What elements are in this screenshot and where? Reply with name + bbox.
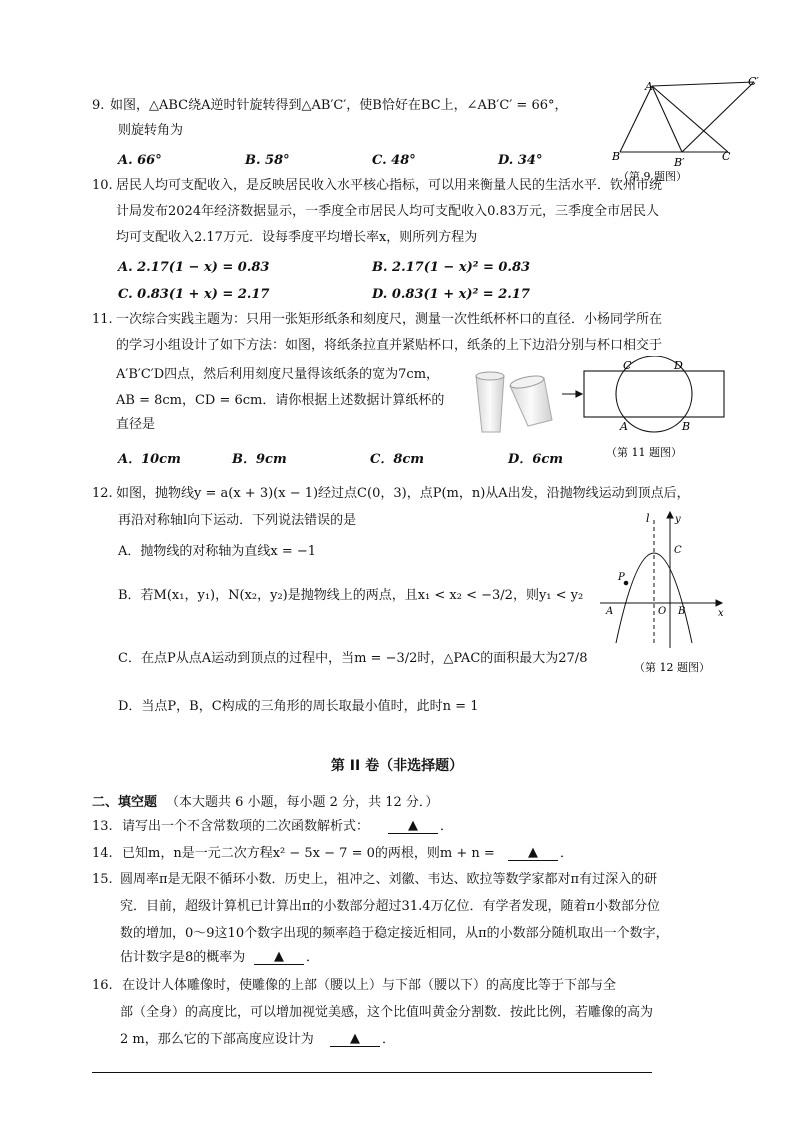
q15-stem-line1: 圆周率π是无限不循环小数．历史上，祖冲之、刘徽、韦达、欧拉等数学家都对π有过深入的研 bbox=[120, 872, 658, 887]
q12-figure bbox=[596, 508, 736, 676]
q11-stem-line4: AB = 8cm，CD = 6cm．请你根据上述数据计算纸杯的 bbox=[116, 393, 445, 408]
q12-fig-label-x: x bbox=[718, 608, 724, 619]
q11-option-b[interactable]: B．9cm bbox=[232, 452, 287, 467]
part2-title: 第 II 卷（非选择题） bbox=[330, 758, 464, 774]
q13-number: 13. bbox=[92, 819, 113, 834]
q12-fig-label-a: A bbox=[606, 606, 614, 617]
q12-option-a[interactable]: A．抛物线的对称轴为直线x = −1 bbox=[118, 544, 317, 559]
q12-option-c[interactable]: C．在点P从点A运动到顶点的过程中，当m = −3/2时，△PAC的面积最大为27/8 bbox=[118, 651, 588, 666]
q14-number: 14. bbox=[92, 846, 113, 861]
q16-stem-line3: 2 m，那么它的下部高度应设计为 bbox=[120, 1032, 314, 1047]
q16-stem-line2: 部（全身）的高度比，可以增加视觉美感，这个比值叫黄金分割数．按此比例，若雕像的高为 bbox=[120, 1005, 654, 1020]
q15-number: 15. bbox=[92, 872, 113, 887]
q10-stem-line1: 居民人均可支配收入，是反映居民收入水平核心指标，可以用来衡量人民的生活水平．钦州市统 bbox=[116, 178, 663, 193]
q12-fig-label-y: y bbox=[675, 514, 681, 525]
q10-option-d[interactable]: D. 0.83(1 + x)² = 2.17 bbox=[372, 287, 530, 302]
q9-fig-label-b: B bbox=[612, 150, 621, 163]
q14-answer-blank[interactable]: ▲ bbox=[508, 845, 558, 861]
q11-stem-line5: 直径是 bbox=[116, 417, 156, 432]
q11-fig-label-b: B bbox=[682, 420, 691, 433]
q10-option-a[interactable]: A. 2.17(1 − x) = 0.83 bbox=[118, 260, 270, 275]
q13-text: 请写出一个不含常数项的二次函数解析式： bbox=[122, 819, 370, 834]
fill-in-note: （本大题共 6 小题，每小题 2 分，共 12 分．） bbox=[166, 795, 439, 810]
q11-option-c[interactable]: C．8cm bbox=[370, 452, 425, 467]
fill-in-heading: 二、填空题 bbox=[92, 795, 158, 810]
q12-option-b[interactable]: B．若M(x₁，y₁)，N(x₂，y₂)是抛物线上的两点，且x₁ < x₂ < −3/2，则y₁ < y₂ bbox=[118, 588, 584, 603]
q9-fig-caption: （第 9 题图） bbox=[618, 170, 687, 183]
q12-stem-line2: 再沿对称轴l向下运动．下列说法错误的是 bbox=[118, 513, 357, 528]
q10-option-b[interactable]: B. 2.17(1 − x)² = 0.83 bbox=[372, 260, 531, 275]
q16-end: ． bbox=[382, 1032, 396, 1047]
q9-option-c[interactable]: C. 48° bbox=[372, 153, 416, 168]
q10-option-c[interactable]: C. 0.83(1 + x) = 2.17 bbox=[118, 287, 270, 302]
q16-number: 16. bbox=[92, 978, 113, 993]
q12-stem-line1: 如图，抛物线y = a(x + 3)(x − 1)经过点C(0，3)，点P(m，n)从A出发，沿抛物线运动到顶点后， bbox=[116, 486, 690, 501]
q15-stem-line2: 究．目前，超级计算机已计算出π的小数部分超过31.4万亿位．有学者发现，随着π小数部分位 bbox=[120, 899, 661, 914]
q9-stem-line1: 如图，△ABC绕A逆时针旋转得到△AB′C′，使B恰好在BC上，∠AB′C′ = 66°， bbox=[110, 98, 568, 113]
q9-fig-label-cprime: C′ bbox=[748, 76, 759, 88]
q9-option-a[interactable]: A. 66° bbox=[118, 153, 162, 168]
q10-stem-line2: 计局发布2024年经济数据显示，一季度全市居民人均可支配收入0.83万元，三季度全市居民人 bbox=[116, 204, 660, 219]
q12-fig-label-p: P bbox=[618, 572, 625, 583]
q11-fig-label-d: D bbox=[674, 359, 683, 372]
q11-fig-label-a: A bbox=[620, 420, 628, 433]
q15-stem-line4: 估计数字是8的概率为 bbox=[120, 950, 246, 965]
q12-fig-caption: （第 12 题图） bbox=[634, 661, 710, 674]
q9-fig-label-c: C bbox=[722, 150, 731, 163]
q11-stem-line3: A′B′C′D四点，然后利用刻度尺量得该纸条的宽为7cm， bbox=[116, 367, 440, 382]
q11-option-d[interactable]: D．6cm bbox=[508, 452, 563, 467]
q10-stem-line3: 均可支配收入2.17万元．设每季度平均增长率x，则所列方程为 bbox=[116, 230, 478, 245]
q11-number: 11. bbox=[92, 312, 113, 327]
q11-stem-line1: 一次综合实践主题为：只用一张矩形纸条和刻度尺，测量一次性纸杯杯口的直径．小杨同学所在 bbox=[116, 312, 663, 327]
q15-end: ． bbox=[306, 950, 320, 965]
q13-answer-blank[interactable]: ▲ bbox=[388, 818, 438, 834]
q12-number: 12. bbox=[92, 486, 113, 501]
q16-answer-blank[interactable]: ▲ bbox=[330, 1031, 380, 1047]
q9-option-d[interactable]: D. 34° bbox=[498, 153, 543, 168]
paper-cups-photo bbox=[470, 364, 562, 438]
q12-fig-label-c: C bbox=[674, 545, 682, 556]
q12-fig-label-b: B bbox=[678, 606, 686, 617]
q13-end: ． bbox=[440, 819, 454, 834]
q12-fig-label-l: l bbox=[646, 512, 650, 525]
q11-stem-line2: 的学习小组设计了如下方法：如图，将纸条拉直并紧贴杯口，纸条的上下边沿分别与杯口相交于 bbox=[116, 338, 663, 353]
q9-fig-label-a: A bbox=[645, 80, 653, 93]
q15-answer-blank[interactable]: ▲ bbox=[254, 949, 304, 965]
q11-option-a[interactable]: A．10cm bbox=[118, 452, 181, 467]
q12-option-d[interactable]: D．当点P，B，C构成的三角形的周长取最小值时，此时n = 1 bbox=[118, 699, 479, 714]
q9-stem-line2: 则旋转角为 bbox=[118, 123, 184, 138]
q11-figure bbox=[562, 356, 732, 466]
q14-text: 已知m，n是一元二次方程x² − 5x − 7 = 0的两根，则m + n = bbox=[122, 846, 495, 861]
q9-option-b[interactable]: B. 58° bbox=[245, 153, 290, 168]
q9-figure bbox=[608, 76, 768, 184]
q16-stem-line1: 在设计人体雕像时，使雕像的上部（腰以上）与下部（腰以下）的高度比等于下部与全 bbox=[122, 978, 617, 993]
q9-number: 9. bbox=[92, 98, 105, 113]
q11-fig-caption: （第 11 题图） bbox=[606, 446, 682, 459]
q9-fig-label-bprime: B′ bbox=[674, 156, 685, 169]
q14-end: ． bbox=[560, 846, 574, 861]
q12-fig-label-o: O bbox=[658, 606, 667, 617]
q10-number: 10. bbox=[92, 178, 113, 193]
q11-fig-label-c: C bbox=[623, 359, 632, 372]
bottom-rule bbox=[92, 1072, 652, 1073]
q15-stem-line3: 数的增加，0～9这10个数字出现的频率趋于稳定接近相同，从π的小数部分随机取出一个数字， bbox=[120, 926, 669, 941]
